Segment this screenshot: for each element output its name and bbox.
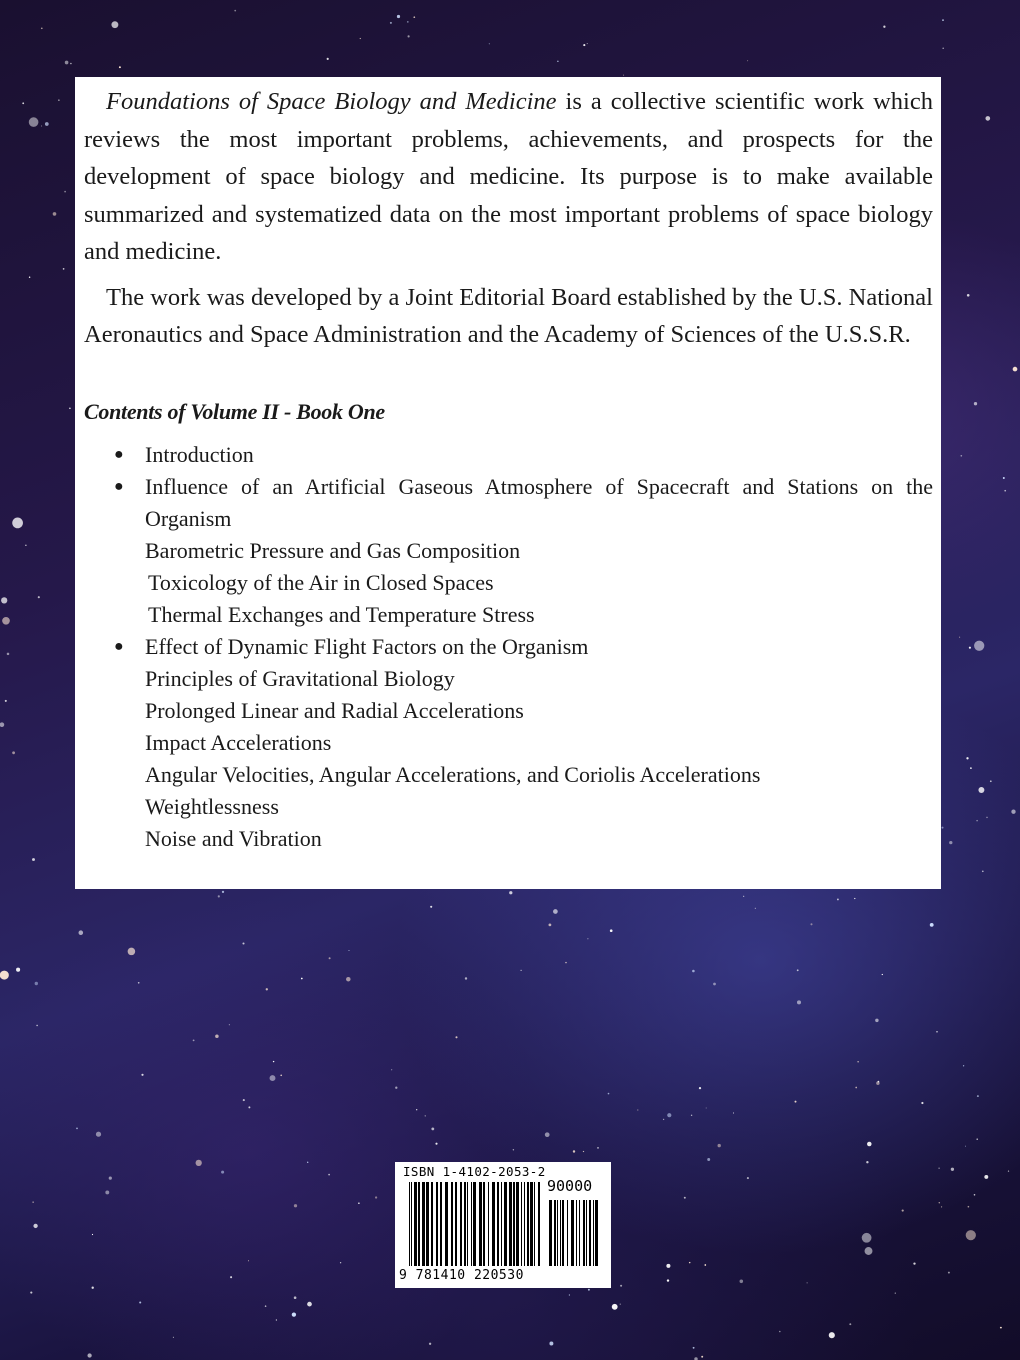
- barcode-bar: [467, 1182, 468, 1266]
- star: [691, 1115, 692, 1116]
- barcode-bar: [567, 1200, 568, 1266]
- star: [970, 767, 972, 769]
- star: [849, 1323, 851, 1325]
- star: [2, 617, 10, 625]
- star: [866, 1161, 868, 1163]
- star: [620, 1304, 621, 1305]
- toc-subitem: Prolonged Linear and Radial Accelerations: [145, 697, 524, 723]
- star: [985, 116, 990, 121]
- star: [921, 1102, 923, 1104]
- star: [1, 597, 7, 603]
- star: [797, 969, 799, 971]
- star: [965, 1146, 966, 1147]
- star: [36, 1025, 37, 1026]
- star: [583, 1151, 584, 1152]
- star: [968, 1206, 970, 1208]
- star: [878, 1081, 880, 1083]
- star: [978, 787, 984, 793]
- bullet-icon: ●: [114, 477, 124, 495]
- barcode-bar: [422, 1182, 425, 1266]
- star: [986, 817, 988, 819]
- star: [948, 1272, 950, 1274]
- star: [105, 1190, 109, 1194]
- star: [280, 1074, 282, 1076]
- star: [265, 1305, 267, 1307]
- star: [329, 957, 331, 959]
- star: [883, 26, 885, 28]
- star: [854, 898, 855, 899]
- star: [974, 1194, 976, 1196]
- ean-digits: 9 781410 220530: [399, 1268, 524, 1283]
- star: [666, 1264, 670, 1268]
- star: [395, 1087, 397, 1089]
- star: [740, 1280, 744, 1284]
- barcode-bar: [562, 1200, 564, 1266]
- star: [12, 751, 15, 754]
- star: [620, 1285, 622, 1287]
- star: [718, 1144, 721, 1147]
- star: [882, 974, 883, 975]
- star: [976, 820, 978, 822]
- star: [733, 1113, 734, 1114]
- barcode-bar: [431, 1182, 433, 1266]
- star: [977, 1095, 979, 1097]
- star: [12, 518, 23, 529]
- star: [974, 402, 977, 405]
- star: [65, 61, 69, 65]
- star: [391, 1069, 392, 1070]
- star: [248, 1260, 249, 1261]
- star: [22, 102, 24, 104]
- star: [942, 48, 944, 50]
- toc-item-title: Introduction: [145, 441, 254, 467]
- star: [951, 1168, 954, 1171]
- barcode-bar: [460, 1182, 462, 1266]
- star: [489, 43, 490, 44]
- star: [243, 1099, 245, 1101]
- star: [33, 1202, 34, 1203]
- star: [902, 1210, 904, 1212]
- barcode-bar: [411, 1182, 412, 1266]
- star: [41, 27, 43, 29]
- star: [743, 896, 744, 897]
- star: [0, 722, 4, 727]
- star: [92, 1234, 93, 1235]
- star: [5, 700, 7, 702]
- barcode-bar: [516, 1182, 519, 1266]
- star: [16, 968, 20, 972]
- star: [509, 891, 512, 894]
- star: [229, 1024, 230, 1025]
- star: [234, 10, 236, 12]
- star: [699, 1087, 701, 1089]
- barcode-bar: [524, 1182, 525, 1266]
- star: [862, 1233, 872, 1243]
- star: [248, 1106, 250, 1108]
- description-paragraph-1: [84, 83, 933, 271]
- star: [689, 1262, 690, 1263]
- star: [79, 930, 84, 935]
- star: [407, 21, 409, 23]
- star: [637, 1109, 638, 1110]
- star: [109, 1177, 112, 1180]
- star: [569, 1294, 570, 1295]
- star: [857, 1061, 858, 1062]
- toc-item-title: Influence of an Artificial Gaseous Atmosphere of Spacecraft and Stations on the Organism: [145, 473, 933, 531]
- description-paragraph-1-text: is a collective scientific work which reviews the most important problems, achievements, and prospects for the development of space biology and medicine. Its purpose is to make available summarized and systematized data on the most important problems of space biology and medicine.: [84, 88, 933, 265]
- star: [583, 44, 585, 46]
- star: [865, 1247, 873, 1255]
- star: [41, 125, 42, 126]
- star: [465, 977, 467, 979]
- star: [807, 1282, 808, 1283]
- barcode-bar: [595, 1200, 598, 1266]
- star: [930, 923, 934, 927]
- star: [76, 1128, 78, 1130]
- barcode-bar: [530, 1182, 533, 1266]
- star: [301, 978, 303, 980]
- barcode-bar: [409, 1182, 410, 1266]
- star: [222, 891, 224, 893]
- toc-subitem: Angular Velocities, Angular Accelerations, and Coriolis Accelerations: [145, 761, 761, 787]
- star: [292, 1312, 296, 1316]
- barcode-bar: [560, 1200, 561, 1266]
- barcode-bar: [521, 1182, 522, 1266]
- star: [982, 870, 984, 872]
- barcode-bars: [409, 1182, 599, 1268]
- star: [549, 1342, 553, 1346]
- star: [692, 970, 695, 973]
- star: [96, 1132, 101, 1137]
- star: [938, 1167, 939, 1168]
- star: [242, 942, 244, 944]
- star: [747, 1177, 749, 1179]
- barcode-bar: [479, 1182, 482, 1266]
- barcode-bar: [455, 1182, 457, 1266]
- star: [1013, 367, 1018, 372]
- star: [976, 1138, 977, 1139]
- barcode-bar: [504, 1182, 507, 1266]
- star: [984, 1175, 988, 1179]
- star: [684, 1197, 686, 1199]
- star: [565, 962, 566, 963]
- star: [1004, 490, 1006, 492]
- star: [829, 1332, 835, 1338]
- star: [70, 63, 72, 65]
- star: [413, 16, 415, 18]
- barcode-bar: [445, 1182, 448, 1266]
- star: [408, 35, 410, 37]
- barcode-bar: [576, 1200, 577, 1266]
- star: [966, 757, 968, 759]
- star: [358, 1203, 359, 1204]
- barcode-bar: [483, 1182, 485, 1266]
- barcode-bar: [436, 1182, 438, 1266]
- star: [111, 21, 118, 28]
- toc-item-dynamic-flight-factors: [84, 631, 933, 855]
- star: [328, 1174, 330, 1176]
- star: [974, 641, 984, 651]
- star: [545, 1132, 550, 1137]
- star: [520, 970, 521, 971]
- star: [32, 858, 35, 861]
- toc-item-gaseous-atmosphere: [84, 471, 933, 631]
- star: [942, 19, 944, 21]
- star: [429, 1343, 431, 1345]
- star: [25, 545, 26, 546]
- star: [553, 909, 558, 914]
- star: [1000, 1327, 1002, 1329]
- star: [693, 1347, 695, 1349]
- star: [128, 948, 136, 956]
- barcode-bar: [509, 1182, 512, 1266]
- toc-subitem: Toxicology of the Air in Closed Spaces: [148, 569, 494, 595]
- star: [706, 1107, 707, 1108]
- star: [327, 58, 329, 60]
- star: [623, 75, 624, 76]
- star: [435, 1143, 437, 1145]
- star: [588, 1289, 590, 1291]
- star: [810, 923, 812, 925]
- star: [455, 1036, 457, 1038]
- star: [7, 653, 10, 656]
- star: [64, 191, 66, 193]
- star: [33, 1224, 37, 1228]
- star: [221, 1171, 224, 1174]
- star: [390, 22, 392, 24]
- star: [513, 1149, 514, 1150]
- barcode-bar: [557, 1200, 558, 1266]
- star: [69, 407, 71, 409]
- star: [960, 455, 962, 457]
- star: [425, 1115, 426, 1116]
- toc-subitem: Noise and Vibration: [145, 825, 322, 851]
- star: [797, 1000, 801, 1004]
- star: [667, 1113, 671, 1117]
- star: [755, 908, 756, 909]
- star: [45, 122, 49, 126]
- star: [608, 1093, 610, 1095]
- star: [587, 938, 588, 939]
- star: [230, 1276, 232, 1278]
- barcode-bar: [593, 1200, 594, 1266]
- star: [294, 1296, 297, 1299]
- star: [375, 1196, 377, 1198]
- star: [360, 38, 361, 39]
- barcode-bar: [513, 1182, 515, 1266]
- toc-subitem: Impact Accelerations: [145, 729, 332, 755]
- isbn-barcode: [395, 1162, 611, 1288]
- star: [557, 61, 558, 62]
- barcode-bar: [579, 1200, 580, 1266]
- barcode-bar: [440, 1182, 442, 1266]
- star: [612, 1304, 618, 1310]
- star: [416, 1109, 417, 1110]
- star: [431, 1127, 434, 1130]
- star: [173, 1337, 174, 1338]
- bullet-icon: ●: [114, 637, 124, 655]
- star: [701, 1356, 703, 1358]
- barcode-bar: [488, 1182, 489, 1266]
- star: [969, 647, 971, 649]
- star: [966, 1230, 976, 1240]
- barcode-bar: [589, 1200, 591, 1266]
- star: [610, 929, 613, 932]
- description-paragraph-2: The work was developed by a Joint Editorial Board established by the U.S. National Aeronautics and Space Administration and the Academy of Sciences of the U.S.S.R.: [84, 283, 933, 348]
- star: [196, 1160, 202, 1166]
- star: [348, 950, 349, 951]
- star: [959, 637, 960, 638]
- star: [92, 1287, 94, 1289]
- star: [29, 276, 30, 277]
- barcode-bar: [549, 1200, 552, 1266]
- star: [397, 15, 400, 18]
- star: [895, 1293, 896, 1294]
- star: [266, 988, 268, 990]
- toc-subitem: Barometric Pressure and Gas Composition: [145, 537, 521, 563]
- isbn-label: ISBN 1-4102-2053-2: [403, 1164, 546, 1179]
- barcode-bar: [418, 1182, 420, 1266]
- star: [667, 1279, 669, 1281]
- star: [990, 780, 992, 782]
- barcode-bar: [471, 1182, 472, 1266]
- star: [942, 827, 944, 829]
- star: [747, 60, 748, 61]
- star: [936, 1031, 938, 1033]
- star: [967, 294, 970, 297]
- barcode-bar: [554, 1200, 556, 1266]
- star: [119, 66, 121, 68]
- price-code: 90000: [547, 1177, 593, 1195]
- star: [707, 1158, 710, 1161]
- star: [1008, 1170, 1009, 1171]
- star: [0, 971, 9, 980]
- toc-item-introduction: [84, 439, 933, 471]
- star: [597, 1147, 599, 1149]
- barcode-bar: [426, 1182, 429, 1266]
- star: [138, 982, 140, 984]
- barcode-bar: [538, 1182, 540, 1266]
- star: [215, 1034, 219, 1038]
- star: [913, 1262, 915, 1264]
- star: [549, 924, 552, 927]
- star: [346, 977, 351, 982]
- description-panel: [75, 77, 941, 889]
- star: [63, 268, 65, 270]
- star: [663, 1119, 664, 1120]
- star: [30, 1292, 32, 1294]
- toc-subitem: Principles of Gravitational Biology: [145, 665, 455, 691]
- star: [307, 1162, 308, 1163]
- star: [949, 841, 952, 844]
- star: [270, 1075, 276, 1081]
- star: [1011, 810, 1015, 814]
- star: [35, 982, 38, 985]
- star: [875, 1019, 878, 1022]
- star: [38, 596, 40, 598]
- barcode-bar: [534, 1182, 535, 1266]
- star: [307, 1302, 312, 1307]
- barcode-bar: [464, 1182, 466, 1266]
- toc-subitem: Weightlessness: [145, 793, 279, 819]
- barcode-bar: [586, 1200, 587, 1266]
- barcode-bar: [501, 1182, 502, 1266]
- star: [1003, 477, 1005, 479]
- star: [855, 1087, 857, 1089]
- star: [430, 906, 432, 908]
- star: [939, 1202, 940, 1203]
- star: [273, 1061, 274, 1062]
- star: [58, 99, 59, 100]
- star: [963, 1065, 964, 1066]
- star: [867, 1142, 872, 1147]
- star: [29, 117, 39, 127]
- barcode-bar: [451, 1182, 453, 1266]
- toc-subitem: Thermal Exchanges and Temperature Stress: [148, 601, 535, 627]
- star: [141, 1074, 143, 1076]
- star: [587, 43, 588, 44]
- star: [795, 1101, 797, 1103]
- bullet-icon: ●: [114, 445, 124, 463]
- star: [573, 1150, 575, 1152]
- star: [294, 1204, 297, 1207]
- star: [139, 1301, 141, 1303]
- barcode-bar: [473, 1182, 476, 1266]
- star: [713, 983, 716, 986]
- star: [87, 1353, 91, 1357]
- star: [53, 212, 57, 216]
- star: [837, 898, 839, 900]
- star: [779, 1331, 781, 1333]
- star: [340, 1262, 341, 1263]
- barcode-bar: [492, 1182, 495, 1266]
- book-title: Foundations of Space Biology and Medicine: [106, 88, 557, 115]
- toc-item-title: Effect of Dynamic Flight Factors on the Organism: [145, 633, 589, 659]
- barcode-bar: [571, 1200, 574, 1266]
- contents-heading: Contents of Volume II - Book One: [84, 398, 385, 424]
- table-of-contents: [84, 439, 933, 855]
- barcode-bar: [497, 1182, 499, 1266]
- barcode-bar: [583, 1200, 585, 1266]
- barcode-bar: [414, 1182, 417, 1266]
- barcode-bar: [527, 1182, 529, 1266]
- star: [276, 1319, 277, 1320]
- star: [218, 895, 220, 897]
- star: [193, 1039, 195, 1041]
- star: [941, 1206, 942, 1207]
- star: [704, 1264, 706, 1266]
